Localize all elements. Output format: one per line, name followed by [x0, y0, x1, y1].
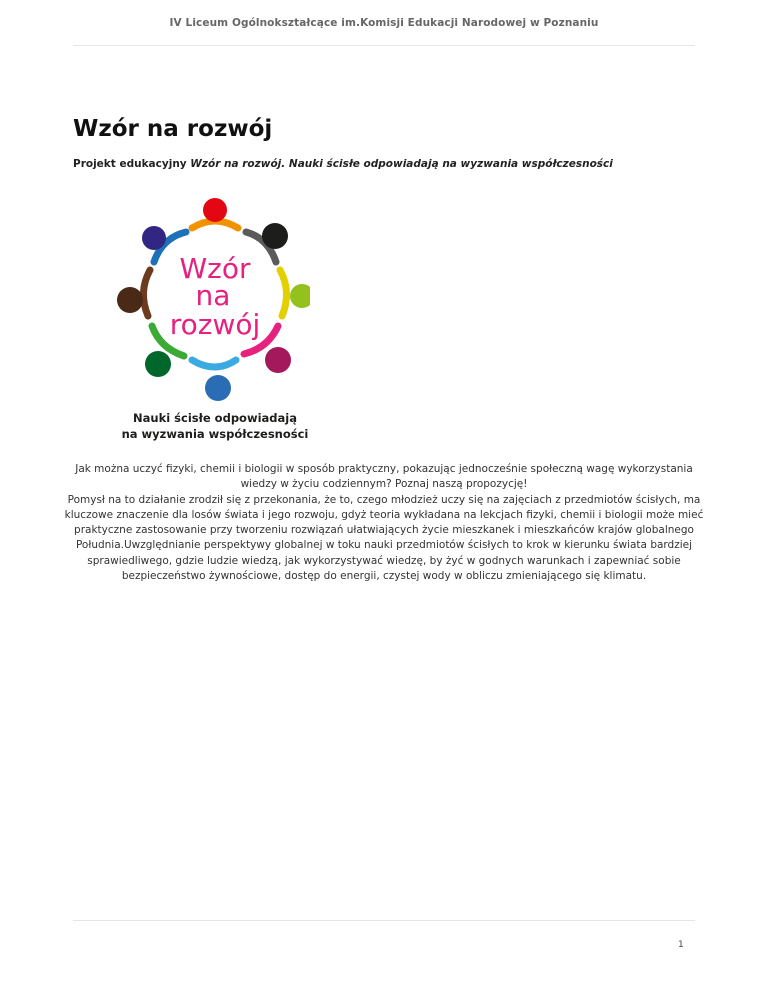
body-text — [60, 462, 708, 584]
head-red — [203, 198, 227, 222]
school-name: IV Liceum Ogólnokształcące im.Komisji Edukacji Narodowej w Poznaniu — [169, 16, 599, 29]
arc-blue — [192, 360, 236, 367]
logo-text-line3: rozwój — [169, 308, 261, 341]
arc-orange — [192, 221, 238, 228]
logo-text-line1: Wzór — [179, 252, 251, 285]
project-logo — [110, 192, 310, 447]
head-black — [262, 223, 288, 249]
head-darkbrown — [117, 287, 143, 313]
arc-brown — [143, 270, 150, 316]
subtitle-prefix: Projekt edukacyjny — [73, 158, 191, 170]
paragraph: Jak można uczyć fizyki, chemii i biologii w sposób praktyczny, pokazując jednocześnie społeczną wagę wykorzystania wiedzy w życiu codziennym? Poznaj naszą propozycję! — [75, 463, 693, 491]
logo-graphic — [110, 192, 310, 447]
head-darkblue — [205, 375, 231, 401]
page-number: 1 — [678, 940, 684, 950]
page-footer — [73, 920, 695, 921]
logo-text-line2: na — [195, 279, 231, 312]
page-title: Wzór na rozwój — [73, 116, 273, 142]
page-header — [73, 0, 695, 46]
arc-yellow — [280, 270, 287, 316]
head-darkgreen — [145, 351, 171, 377]
head-purple — [265, 347, 291, 373]
head-lime — [290, 284, 310, 308]
subtitle-italic: Wzór na rozwój. Nauki ścisłe odpowiadają na wyzwania współczesności — [190, 158, 613, 170]
logo-caption-line2: na wyzwania współczesności — [121, 427, 309, 441]
subtitle — [73, 158, 713, 170]
head-navy — [142, 226, 166, 250]
logo-caption-line1: Nauki ścisłe odpowiadają — [133, 411, 297, 425]
paragraph: Pomysł na to działanie zrodził się z przekonania, że to, czego młodzież uczy się na zajęciach z przedmiotów ścisłych, ma kluczowe znaczenie dla losów świata i jego rozwoju, gdyż teoria wykładana na lekcjach fizyki, chemii i biologii może mieć praktyczne zastosowanie przy tworzeniu rozwiązań ułatwiających życie mieszkanek i mieszkańców krajów globalnego Południa.Uwzględnianie perspektywy globalnej w toku nauki przedmiotów ścisłych to krok w kierunku świata bardziej sprawiedliwego, gdzie ludzie wiedzą, jak wykorzystywać wiedzę, by żyć w godnych warunkach i zapewniać sobie bezpieczeństwo żywnościowe, dostęp do energii, czystej wody w obliczu zmieniającego się klimatu. — [64, 493, 704, 583]
